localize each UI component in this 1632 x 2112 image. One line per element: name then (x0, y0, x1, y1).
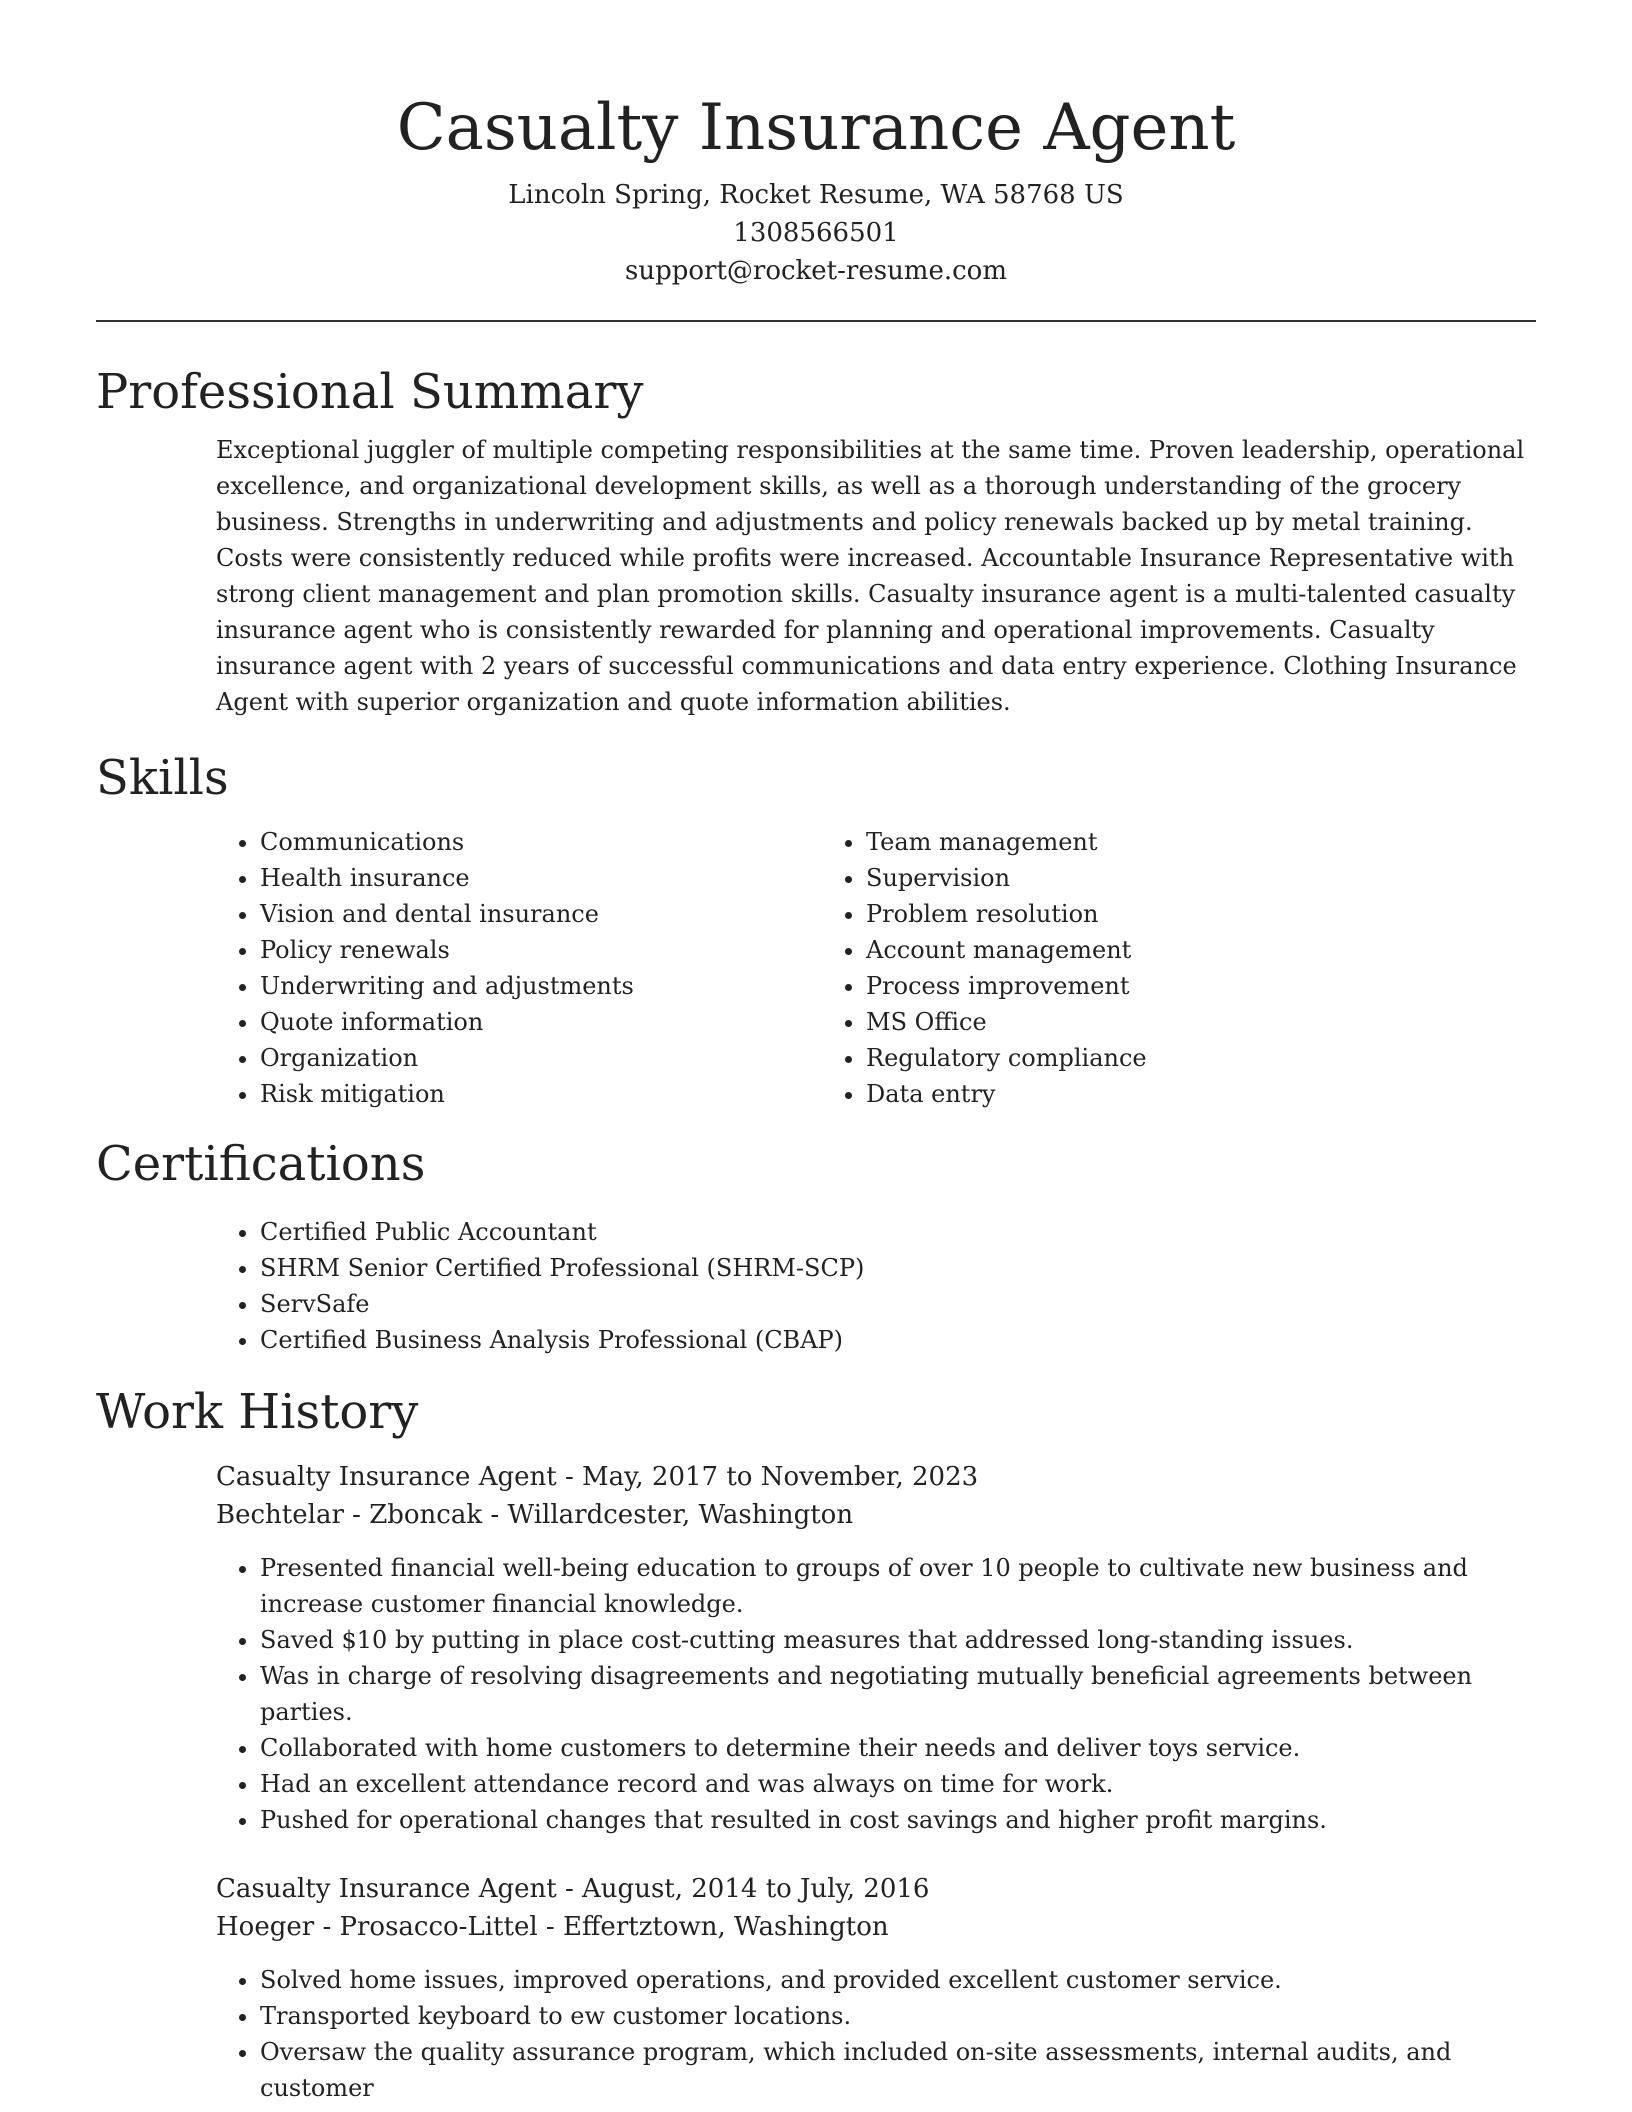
job-location: Effertztown, Washington (562, 1912, 889, 1942)
resume-page (96, 0, 1536, 2106)
skills-heading: Skills (96, 750, 229, 806)
skill-item: • MS Office (866, 1004, 1428, 1040)
contact-address: Lincoln Spring, Rocket Resume, WA 58768 US (508, 180, 1124, 210)
job-entry (216, 1458, 1536, 1838)
skill-item: • Underwriting and adjustments (260, 968, 822, 1004)
contact-email: support@rocket-resume.com (624, 256, 1007, 286)
job-company: Bechtelar - Zboncak (216, 1500, 483, 1530)
job-bullet: • Solved home issues, improved operations, and provided excellent customer service. (260, 1962, 1536, 1998)
certification-item: • Certified Business Analysis Professional (CBAP) (260, 1322, 1536, 1358)
resume-name: Casualty Insurance Agent (396, 91, 1236, 165)
job-bullets (216, 1962, 1536, 2106)
summary-heading: Professional Summary (96, 364, 644, 420)
skill-item: • Regulatory compliance (866, 1040, 1428, 1076)
job-bullet: • Presented financial well-being education to groups of over 10 people to cultivate new business and increase customer financial knowledge. (260, 1550, 1536, 1622)
skills-right-column (822, 824, 1428, 1112)
skill-item: • Data entry (866, 1076, 1428, 1112)
job-location: Willardcester, Washington (507, 1500, 854, 1530)
job-company: Hoeger - Prosacco-Littel (216, 1912, 538, 1942)
certification-item: • Certified Public Accountant (260, 1214, 1536, 1250)
job-bullet: • Saved $10 by putting in place cost-cutting measures that addressed long-standing issues. (260, 1622, 1536, 1658)
job-company-line: Bechtelar - Zboncak - Willardcester, Washington (216, 1500, 854, 1530)
contact-info (96, 176, 1536, 290)
skill-item: • Risk mitigation (260, 1076, 822, 1112)
work-history-heading: Work History (96, 1384, 419, 1440)
job-dates: May, 2017 to November, 2023 (582, 1462, 979, 1492)
job-entry (216, 1870, 1536, 2106)
skill-item: • Team management (866, 824, 1428, 860)
certifications-heading: Certifications (96, 1136, 426, 1192)
certifications-list (216, 1214, 1536, 1358)
skill-item: • Process improvement (866, 968, 1428, 1004)
skill-item: • Quote information (260, 1004, 822, 1040)
work-history-section (96, 1382, 1536, 2106)
skills-section (96, 748, 1536, 1112)
certification-item: • SHRM Senior Certified Professional (SHRM-SCP) (260, 1250, 1536, 1286)
certifications-section (96, 1134, 1536, 1358)
job-bullet: • Collaborated with home customers to determine their needs and deliver toys service. (260, 1730, 1536, 1766)
certification-item: • ServSafe (260, 1286, 1536, 1322)
header-divider (96, 320, 1536, 322)
job-title-line: Casualty Insurance Agent - May, 2017 to November, 2023 (216, 1462, 979, 1492)
contact-phone: 1308566501 (733, 218, 899, 248)
skill-item: • Account management (866, 932, 1428, 968)
skill-item: • Vision and dental insurance (260, 896, 822, 932)
summary-text: Exceptional juggler of multiple competing responsibilities at the same time. Proven leadership, operational excellence, and organizational development skills, as well as a thorough understanding of the grocery business. Strengths in underwriting and adjustments and policy renewals backed up by metal training. Costs were consistently reduced while profits were increased. Accountable Insurance Representative with strong client management and plan promotion skills. Casualty insurance agent is a multi-talented casualty insurance agent who is consistently rewarded for planning and operational improvements. Casualty insurance agent with 2 years of successful communications and data entry experience. Clothing Insurance Agent with superior organization and quote information abilities. (216, 436, 1525, 716)
job-bullet: • Had an excellent attendance record and was always on time for work. (260, 1766, 1536, 1802)
job-title: Casualty Insurance Agent (216, 1462, 557, 1492)
job-title: Casualty Insurance Agent (216, 1874, 557, 1904)
skill-item: • Problem resolution (866, 896, 1428, 932)
skill-item: • Health insurance (260, 860, 822, 896)
skills-left-column (216, 824, 822, 1112)
skill-item: • Communications (260, 824, 822, 860)
skill-item: • Organization (260, 1040, 822, 1076)
skills-columns (216, 824, 1536, 1112)
job-bullet: • Was in charge of resolving disagreements and negotiating mutually beneficial agreements between parties. (260, 1658, 1536, 1730)
job-bullet: • Pushed for operational changes that resulted in cost savings and higher profit margins. (260, 1802, 1536, 1838)
job-bullet: • Oversaw the quality assurance program, which included on-site assessments, internal audits, and customer (260, 2034, 1536, 2106)
summary-section (96, 362, 1536, 720)
job-company-line: Hoeger - Prosacco-Littel - Effertztown, Washington (216, 1912, 889, 1942)
skill-item: • Supervision (866, 860, 1428, 896)
job-bullet: • Transported keyboard to ew customer locations. (260, 1998, 1536, 2034)
job-bullets (216, 1550, 1536, 1838)
skill-item: • Policy renewals (260, 932, 822, 968)
job-dates: August, 2014 to July, 2016 (582, 1874, 930, 1904)
job-title-line: Casualty Insurance Agent - August, 2014 to July, 2016 (216, 1874, 930, 1904)
